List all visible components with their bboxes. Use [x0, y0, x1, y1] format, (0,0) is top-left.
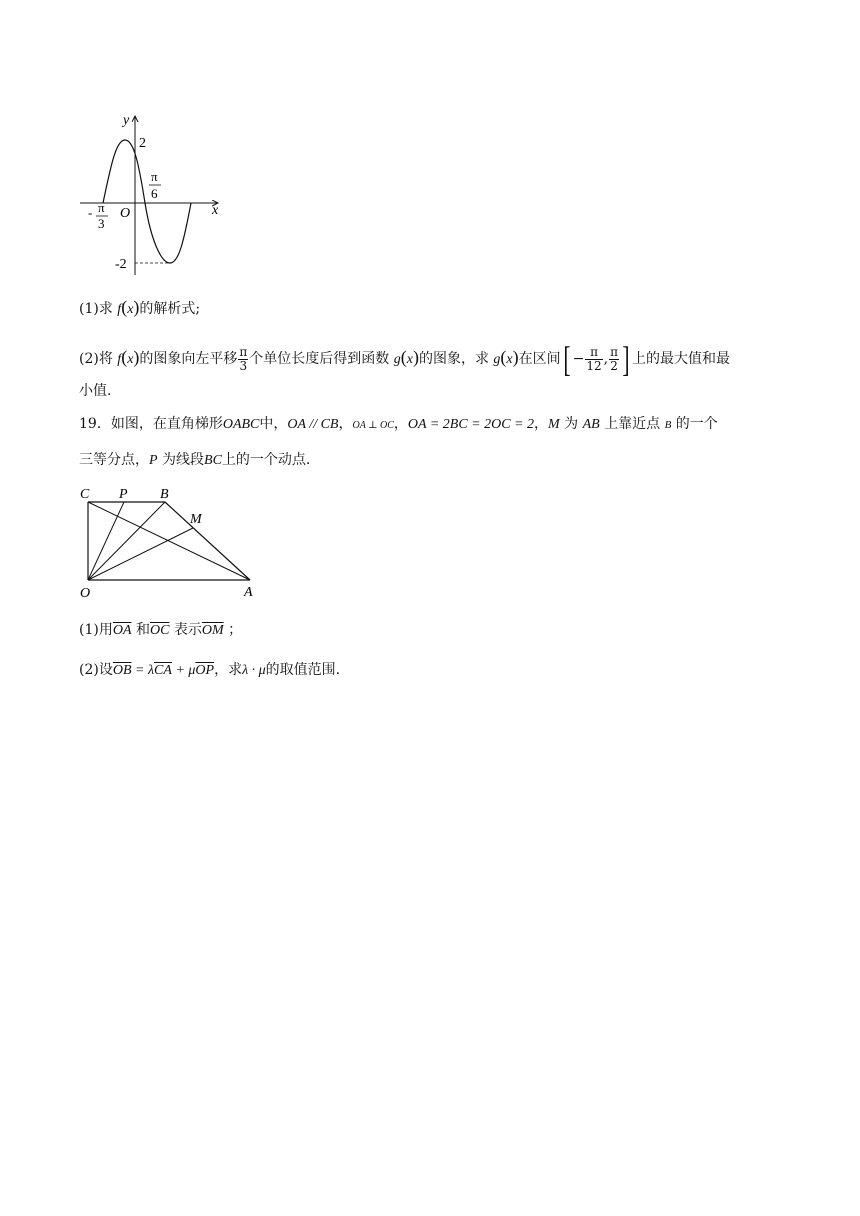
trapezoid-name: OABC — [222, 417, 260, 432]
paren-open: ( — [121, 297, 128, 317]
length-relation: OA = 2BC = 2OC = 2 — [407, 417, 535, 432]
separator: ， — [338, 416, 353, 432]
point-M: M — [548, 417, 560, 432]
neg-pi-num: π — [98, 200, 105, 215]
func-g: g — [393, 352, 401, 367]
minus-sign: − — [572, 351, 585, 367]
q18-p1-prefix: (1)求 — [79, 301, 113, 317]
vector-OA: $\overline{OA}$ — [112, 623, 132, 638]
frac-num: π — [610, 344, 618, 359]
point-P: P — [149, 453, 158, 468]
q18-p2-prefix: (2)将 — [79, 351, 113, 367]
x-axis-label: x — [212, 203, 219, 218]
paren-open: ( — [400, 347, 407, 367]
q19-intro: 如图，在直角梯形 — [110, 416, 223, 432]
var-x: x — [127, 302, 134, 317]
label-P: P — [119, 487, 128, 502]
q19-part2 — [79, 660, 340, 681]
func-f: f — [117, 352, 122, 367]
label-A: A — [244, 585, 253, 600]
q19-zhong: 中， — [259, 416, 288, 432]
perpendicular-relation: OA ⊥ OC — [352, 420, 394, 431]
q19-p2-prefix: (2)设 — [79, 662, 113, 678]
origin-label: O — [120, 206, 131, 221]
paren-open: ( — [500, 347, 507, 367]
vector-CA: $\overline{CA}$ — [154, 663, 172, 678]
bracket-open: [ — [563, 339, 571, 379]
var-x: x — [406, 352, 413, 367]
neg-pi-den: 3 — [98, 216, 105, 231]
q19-p1-prefix: (1)用 — [79, 622, 113, 638]
paren-close: ) — [133, 347, 140, 367]
frac-pi-2 — [609, 346, 619, 373]
trapezoid-figure — [74, 482, 264, 602]
segment-BC: BC — [204, 453, 222, 468]
vector-OB: $\overline{OB}$ — [112, 663, 132, 678]
question-number: 19． — [79, 416, 111, 432]
q19-line2a: 三等分点， — [79, 452, 149, 468]
paren-close: ) — [133, 297, 140, 317]
segment-AB: AB — [582, 417, 600, 432]
vector-OP: $\overline{OP}$ — [195, 663, 215, 678]
y-axis-label: y — [123, 113, 130, 128]
equals-lambda: = λ — [131, 663, 155, 678]
label-M: M — [190, 512, 202, 527]
q19-wei2: 为线段 — [162, 452, 205, 468]
q18-p2-mid2: 个单位长度后得到函数 — [249, 351, 390, 367]
frac-den: 12 — [586, 358, 602, 373]
q19-wei: 为 — [564, 416, 579, 432]
label-B: B — [160, 487, 169, 502]
vector-OC: $\overline{OC}$ — [149, 623, 170, 638]
frac-den: 2 — [610, 358, 618, 373]
q19-yige: 的一个 — [675, 416, 718, 432]
q19-part1 — [79, 620, 242, 641]
paren-close: ) — [512, 347, 519, 367]
segment-OM — [88, 528, 193, 580]
q18-p2-mid3: 的图象，求 — [418, 351, 489, 367]
q19-line1 — [79, 414, 718, 436]
vector-OM: $\overline{OM}$ — [201, 623, 224, 638]
frac-num: π — [239, 344, 248, 359]
q19-kaojin: 上靠近点 — [604, 416, 661, 432]
var-x: x — [127, 352, 134, 367]
q19-p2-mid: ，求 — [214, 662, 243, 678]
pi6-den: 6 — [151, 186, 158, 201]
frac-den: 3 — [239, 358, 248, 373]
frac-pi-3 — [238, 346, 248, 373]
q18-part2-line1 — [79, 339, 730, 378]
paren-open: ( — [121, 347, 128, 367]
segment-BA — [165, 502, 250, 580]
frac-num: π — [585, 346, 602, 360]
q18-p2-line2-text: 小值. — [79, 383, 112, 399]
separator: ， — [534, 416, 549, 432]
neg-sign: - — [88, 205, 93, 220]
segment-OP — [88, 502, 124, 580]
q19-he: 和 — [135, 622, 150, 638]
q19-line2 — [79, 450, 310, 471]
frac-pi-12 — [585, 346, 602, 373]
min-label: -2 — [115, 257, 127, 272]
segment-OB — [88, 502, 165, 580]
plus-mu: + μ — [171, 663, 196, 678]
q19-biaoshi: 表示 — [173, 622, 202, 638]
q18-part1 — [79, 297, 200, 320]
var-x: x — [506, 352, 513, 367]
paren-close: ) — [412, 347, 419, 367]
bracket-close: ] — [622, 339, 630, 379]
q18-p2-tail: 上的最大值和最 — [632, 351, 730, 367]
point-B: B — [664, 419, 672, 431]
separator: ， — [393, 416, 408, 432]
func-f: f — [117, 302, 122, 317]
q18-p1-suffix: 的解析式; — [139, 301, 201, 317]
q18-p2-mid1: 的图象向左平移 — [139, 351, 238, 367]
label-C: C — [80, 487, 90, 502]
q19-line2b: 上的一个动点. — [221, 452, 311, 468]
comma: , — [603, 351, 609, 367]
q18-part2-line2 — [79, 381, 111, 401]
q19-p2-end: 的取值范围. — [265, 662, 341, 678]
sine-graph — [78, 110, 228, 280]
q19-p1-end: ； — [228, 622, 243, 638]
pi6-num: π — [151, 169, 158, 184]
max-label: 2 — [139, 136, 146, 151]
q18-p2-mid4: 在区间 — [518, 351, 561, 367]
lambda-mu-product: λ · μ — [242, 663, 266, 678]
label-O: O — [80, 586, 91, 601]
parallel-relation: OA // CB — [287, 417, 339, 432]
func-g: g — [493, 352, 501, 367]
sine-curve — [103, 140, 191, 263]
